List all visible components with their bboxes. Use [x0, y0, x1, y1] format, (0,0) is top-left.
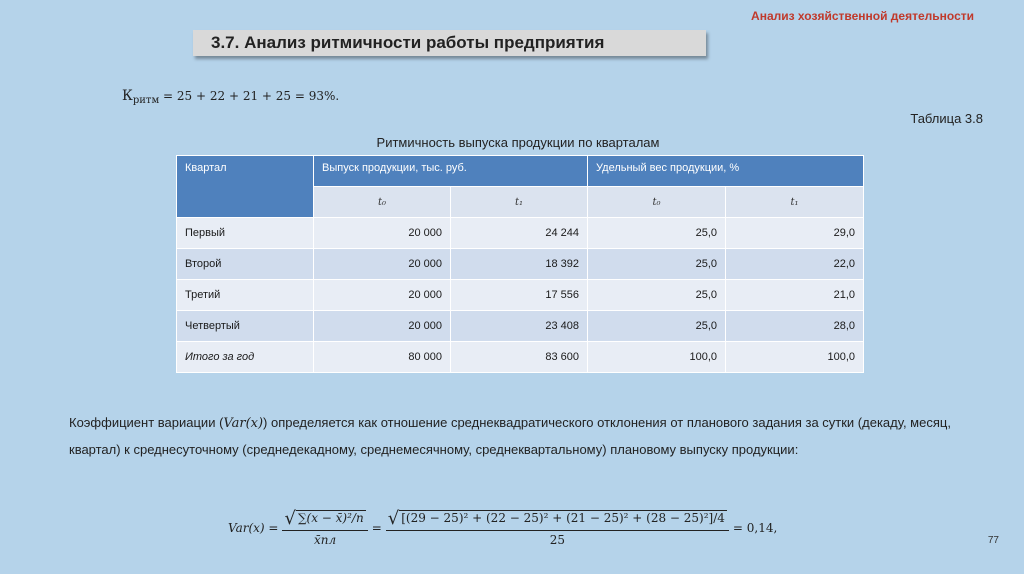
variation-coefficient-formula [228, 506, 777, 550]
cell-value: 29,0 [726, 218, 864, 249]
cell-value: 20 000 [314, 311, 451, 342]
subheader-output-t1: t₁ [451, 187, 588, 218]
cell-value: 24 244 [451, 218, 588, 249]
header-output: Выпуск продукции, тыс. руб. [314, 156, 588, 187]
cell-value: 83 600 [451, 342, 588, 373]
cell-value: 25,0 [588, 249, 726, 280]
cell-value: 25,0 [588, 280, 726, 311]
cell-value: 20 000 [314, 218, 451, 249]
subheader-output-t0: t₀ [314, 187, 451, 218]
table-row-total [177, 342, 864, 373]
table-label: Таблица 3.8 [910, 111, 983, 126]
page-title: 3.7. Анализ ритмичности работы предприятия [193, 30, 706, 56]
table-row [177, 218, 864, 249]
cell-value: 23 408 [451, 311, 588, 342]
rhythm-coefficient-formula [122, 88, 339, 104]
formula2-fraction-2 [386, 507, 729, 547]
paragraph-text-end: ) определяется как отношение среднеквадратического отклонения от планового задания за сутки (декаду, месяц, квартал) к среднесуточному (среднедекадному, среднемесячному, среднеквартальному) плановому выпуску продукции: [69, 415, 951, 457]
cell-value: 100,0 [588, 342, 726, 373]
variation-coefficient-text [69, 410, 989, 463]
cell-value: 25,0 [588, 218, 726, 249]
table-title: Ритмичность выпуска продукции по кварталам [376, 135, 660, 150]
formula2-radicand-2: [(29 − 25)² + (22 − 25)² + (21 − 25)² + (28 − 25)²]/4 [399, 510, 727, 528]
row-label: Третий [177, 280, 314, 311]
formula2-denominator-2: 25 [549, 532, 565, 547]
cell-value: 18 392 [451, 249, 588, 280]
cell-value: 28,0 [726, 311, 864, 342]
cell-value: 21,0 [726, 280, 864, 311]
header-brand: Анализ хозяйственной деятельности [751, 9, 974, 23]
formula2-equals: = [371, 521, 382, 535]
subheader-share-t0: t₀ [588, 187, 726, 218]
formula2-numerator-2: √ [(29 − 25)² + (22 − 25)² + (21 − 25)² + (28 − 25)²]/4 [386, 510, 729, 531]
cell-value: 22,0 [726, 249, 864, 280]
table-row [177, 311, 864, 342]
formula-k-symbol: К [122, 88, 133, 104]
row-label: Второй [177, 249, 314, 280]
formula2-lhs: Var(x) = [228, 521, 279, 535]
formula-k-subscript: ритм [132, 95, 160, 106]
cell-value: 20 000 [314, 280, 451, 311]
cell-value: 25,0 [588, 311, 726, 342]
row-label: Первый [177, 218, 314, 249]
row-label: Итого за год [177, 342, 314, 373]
formula2-numerator-1: √ ∑(x − x̄)²/n [282, 510, 367, 531]
cell-value: 100,0 [726, 342, 864, 373]
page-number: 77 [987, 535, 999, 546]
paragraph-var-symbol: Var(x) [223, 416, 264, 431]
header-quarter: Квартал [177, 156, 314, 218]
cell-value: 17 556 [451, 280, 588, 311]
subheader-share-t1: t₁ [726, 187, 864, 218]
formula2-result: = 0,14, [732, 521, 778, 535]
formula-expression: = 25 + 22 + 21 + 25 = 93%. [159, 89, 340, 103]
formula2-radicand-1: ∑(x − x̄)²/n [296, 510, 366, 528]
rhythm-table [176, 155, 864, 373]
table-row [177, 249, 864, 280]
formula2-denominator-1: x̄пл [314, 532, 337, 547]
header-share: Удельный вес продукции, % [588, 156, 864, 187]
paragraph-text-start: Коэффициент вариации ( [69, 415, 224, 430]
table-row [177, 280, 864, 311]
formula2-fraction-1 [282, 507, 367, 547]
cell-value: 20 000 [314, 249, 451, 280]
cell-value: 80 000 [314, 342, 451, 373]
row-label: Четвертый [177, 311, 314, 342]
